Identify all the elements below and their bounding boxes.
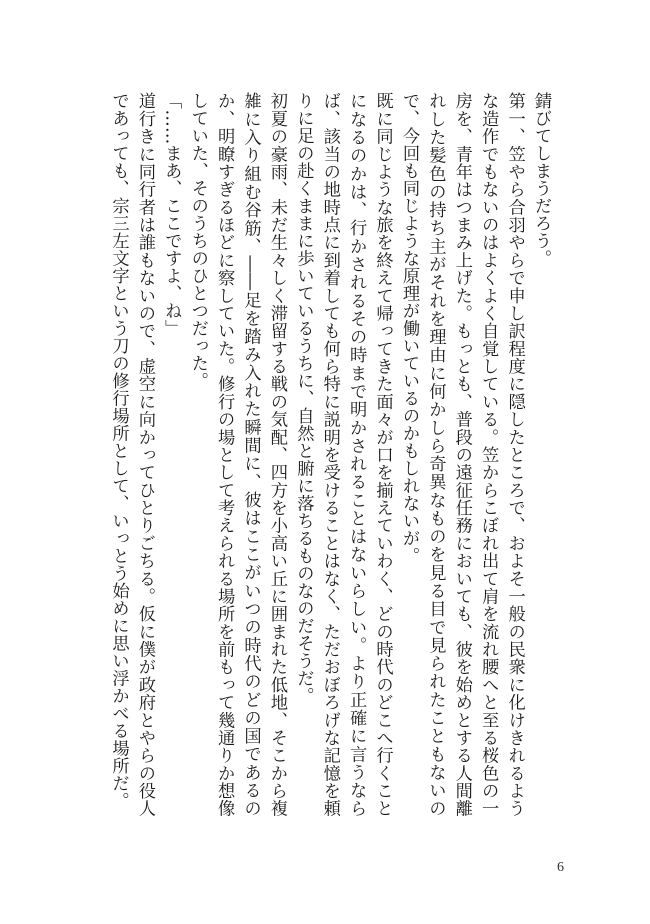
paragraph: 道行きに同行者は誰もないので、虚空に向かってひとりごちる。仮に僕が政府とやらの役人であっても、宗三左文字という刀の修行場所として、いっとう始めに思い浮かべる場所だ。 [108, 92, 155, 817]
page-number: 6 [557, 860, 564, 875]
vertical-text-body [94, 92, 554, 817]
paragraph: 錆びてしまうだろう。 [531, 92, 551, 267]
paragraph: 「……まあ、ここですよ、ね」 [161, 92, 182, 337]
paragraph: 初夏の豪雨、未だ生々しく滞留する戦の気配、四方を小高い丘に囲まれた低地、そこから複雑に入り組む谷筋、――足を踏み入れた瞬間に、彼はここがいつの時代のどの国であるのか、明瞭すぎるほどに察していた。修行の場として考えられる場所を前もって幾通りか想像していた、そのうちのひとつだった。 [187, 92, 287, 817]
paragraph: 第一、笠やら合羽やらで申し訳程度に隠したところで、およそ一般の民衆に化けきれるような造作でもないのはよくよく自覚している。笠からこぼれ出て肩を流れ腰へと至る桜色の一房を、青年はつまみ上げた。もっとも、普段の遠征任務においても、彼を始めとする人間離れした髪色の持ち主がそれを理由に何かしら奇異なものを見る目で見られたこともないので、今回も同じような原理が働いているのかもしれないが。 [398, 92, 525, 817]
paragraph: 既に同じような旅を終えて帰ってきた面々が口を揃えていわく、どの時代のどこへ行くことになるのかは、行かされるその時まで明かされることはないらしい。より正確に言うならば、該当の地時点に到着しても何ら特に説明を受けることはなく、ただおぼろげな記憶を頼りに足の赴くままに歩いているうちに、自然と腑に落ちるものなのだそうだ。 [293, 92, 393, 817]
